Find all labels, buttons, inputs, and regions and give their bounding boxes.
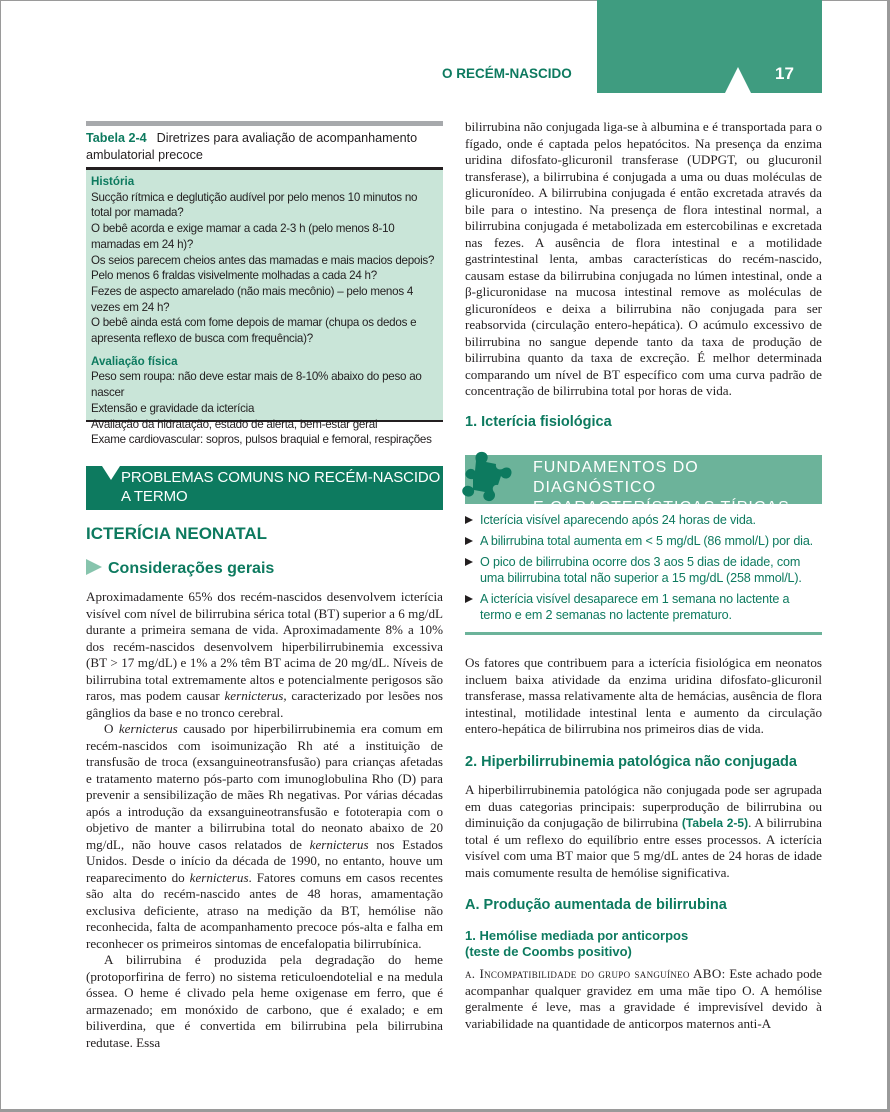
section-banner-title: PROBLEMAS COMUNS NO RECÉM-NASCIDO A TERMO (121, 469, 441, 505)
section-banner (86, 466, 443, 510)
table-body (86, 167, 443, 447)
right-body-text (465, 782, 822, 881)
table-item: Exame cardiovascular: sopros, pulsos braquial e femoral, respirações (91, 433, 432, 447)
heading-hiperbilirrubinemia: 2. Hiperbilirrubinemia patológica não conjugada (465, 754, 797, 770)
puzzle-piece-icon (456, 447, 518, 509)
table-item: Os seios parecem cheios antes das mamadas e mais macios depois? (91, 253, 435, 267)
table-item: Extensão e gravidade da icterícia (91, 401, 255, 415)
running-head: O RECÉM-NASCIDO (442, 66, 572, 81)
paragraph: a. Incompatibilidade do grupo sanguíneo ABO: Este achado pode acompanhar qualquer gravidez em uma mãe tipo O. A hemólise geralmente é leve, mas a gravidade é imprevisível devido à variabilidade na quantidade de anticorpos maternos anti-A (465, 966, 822, 1031)
table-caption (86, 130, 443, 164)
heading-line: (teste de Coombs positivo) (465, 943, 632, 959)
fundamentos-header (465, 455, 822, 516)
subheading-text: Considerações gerais (108, 560, 275, 577)
table-item: Sucção rítmica e deglutição audível por pelo menos 10 minutos no total por mamada? (91, 190, 418, 220)
page-number: 17 (775, 64, 794, 83)
heading-ictericia-neonatal (86, 524, 443, 544)
table-item: O bebê ainda está com fome depois de mamar (chupa os dedos e apresenta reflexo de busca com frequência)? (91, 316, 417, 346)
right-body-text (465, 655, 822, 738)
bullet-arrow-icon (465, 516, 473, 524)
paragraph: bilirrubina não conjugada liga-se à albumina e é transportada para o fígado, onde é captada pelos hepatócitos. Na presença da enzima uridina difosfato-glicuronil transferase (UDPGT, ou glucuronil transferase), a bilirrubina é conjugada a uma ou duas moléculas de glicuronídeo. A bilirrubina conjugada é então excretada através da bile para o intestino. Na presença de flora intestinal normal, a bilirrubina conjugada é metabolizada em estercobilinas e excretada nas fezes. A ausência de flora intestinal e a motilidade gastrintestinal lenta, ambas características do recém-nascido, causam estase da bilirrubina conjugada no lúmen intestinal, onde a β-glicuronidase na mucosa intestinal remove as moléculas de glicuronídeos e deixa a bilirrubina não conjugada para ser reabsorvida (circulação entero-hepática). O acúmulo excessivo de bilirrubina no sangue depende tanto da taxa de produção de bilirrubina quanto da taxa de excreção. É melhor determinada comparando um nível de BT específico com uma curva padrão de concentração de bilirrubina total por horas de vida. (465, 119, 822, 398)
table-top-rule (86, 121, 443, 126)
fundamentos-list (465, 512, 822, 628)
paragraph: A bilirrubina é produzida pela degradação do heme (protoporfirina de ferro) no sistema reticuloendotelial e na medula óssea. O heme é clivado pela heme oxigenase em ferro, que é armazenado; em monóxido de carbono, que é exalado; e em biliverdina, que é convertida em bilirrubina pela bilirrubina redutase. Essa (86, 952, 443, 1050)
fundamentos-title-line2: E CARACTERÍSTICAS TÍPICAS (533, 499, 790, 516)
table-title: Diretrizes para avaliação de acompanhamento ambulatorial precoce (86, 131, 418, 162)
paragraph: Os fatores que contribuem para a icterícia fisiológica em neonatos incluem baixa atividade da enzima uridina difosfato-glicuronil transferase, massa relativamente alta de hemácias, ausência de flora intestinal, motilidade intestinal lenta e aumento da circulação entero-hepática de bilirrubina nos primeiros dias de vida. (465, 655, 822, 736)
list-item: Icterícia visível aparecendo após 24 horas de vida. (465, 512, 822, 528)
heading-producao-aumentada: A. Produção aumentada de bilirrubina (465, 897, 727, 913)
page-tab-notch (725, 67, 751, 93)
heading-line: 1. Hemólise mediada por anticorpos (465, 928, 689, 943)
run-in-label: a. Incompatibilidade do grupo sanguíneo ABO: (465, 966, 726, 981)
table-item: O bebê acorda e exige mamar a cada 2-3 h (pelo menos 8-10 mamadas em 24 h)? (91, 222, 395, 251)
list-item: O pico de bilirrubina ocorre dos 3 aos 5 dias de idade, com uma bilirrubina total não superior a 15 mg/dL (258 mmol/L). (465, 554, 822, 586)
table-item: Peso sem roupa: não deve estar mais de 8-10% abaixo do peso ao nascer (91, 370, 422, 400)
list-item: A icterícia visível desaparece em 1 semana no lactente a termo e em 2 semanas no lactente prematuro. (465, 591, 822, 623)
triangle-right-icon (86, 559, 102, 575)
fundamentos-title-line1: FUNDAMENTOS DO DIAGNÓSTICO (533, 459, 699, 496)
table-label: Tabela 2-4 (86, 131, 147, 145)
heading-hemolise-mediada (465, 928, 688, 959)
paragraph: O kernicterus causado por hiperbilirrubinemia era comum em recém-nascidos com isoimunização Rh até a instituição de transfusão de troca (exsanguineotransfusão) para crianças afetadas e tratamento materno pós-parto com imunoglobulina Rho (D) para prevenir a sensibilização de mães Rh negativas. Por várias décadas após a introdução da exsanguineotransfusão e fototerapia com o objetivo de manter a bilirrubina total do neonato abaixo de 20 mg/dL, não houve casos relatados de kernicterus nos Estados Unidos. Desde o início da década de 1990, no entanto, houve um reaparecimento do kernicterus. Fatores comuns em casos recentes são alta do recém-nascido antes de 48 horas, amamentação exclusiva deficiente, atraso na medição da BT, hemólise não reconhecida, falta de acompanhamento precoce pós-alta e falha em reconhecer os primeiros sintomas de encefalopatia bilirrubínica. (86, 721, 444, 951)
right-body-text (465, 119, 822, 400)
subheading-consideracoes (86, 559, 274, 578)
bullet-arrow-icon (465, 537, 473, 545)
heading-ictericia-fisiologica: 1. Icterícia fisiológica (465, 414, 612, 430)
bullet-arrow-icon (465, 595, 473, 603)
table-section-title: História (91, 175, 135, 188)
table-item: Avaliação da hidratação, estado de alerta, bem-estar geral (91, 417, 378, 431)
bullet-arrow-icon (465, 558, 473, 566)
list-item: A bilirrubina total aumenta em < 5 mg/dL (86 mmol/L) por dia. (465, 533, 822, 549)
paragraph: A hiperbilirrubinemia patológica não conjugada pode ser agrupada em duas categorias principais: superprodução de bilirrubina ou diminuição da conjugação de bilirrubina (Tabela 2-5). A bilirrubina total é um reflexo do equilíbrio entre esses processos. A icterícia visível com uma BT maior que 5 mg/dL antes de 24 horas de idade mais comumente resulta de hemólise significativa. (465, 782, 822, 880)
left-body-text (86, 589, 443, 1051)
chevron-down-icon (102, 466, 120, 480)
right-body-text (465, 966, 822, 1032)
paragraph: Aproximadamente 65% dos recém-nascidos desenvolvem icterícia visível com nível de bilirrubina sérica total (BT) superior a 6 mg/dL durante a primeira semana de vida. Aproximadamente 8% a 10% dos recém-nascidos desenvolvem hiperbilirrubinemia excessiva (BT > 17 mg/dL) e 1% a 2% têm BT acima de 20 mg/dL. Níveis de bilirrubina total extremamente altos e potencialmente perigosos são raros, mas podem causar kernicterus, caracterizado por lesões nos gânglios da base e no tronco cerebral. (86, 589, 443, 720)
heading-text: ICTERÍCIA NEONATAL (86, 524, 268, 543)
table-item: Pelo menos 6 fraldas visivelmente molhadas a cada 24 h? (91, 269, 377, 283)
fundamentos-bottom-rule (465, 632, 822, 635)
table-item: Fezes de aspecto amarelado (não mais mecônio) – pelo menos 4 vezes em 24 h? (91, 284, 414, 314)
table-reference-link[interactable]: (Tabela 2-5) (681, 816, 749, 830)
table-section-title: Avaliação física (91, 354, 178, 368)
